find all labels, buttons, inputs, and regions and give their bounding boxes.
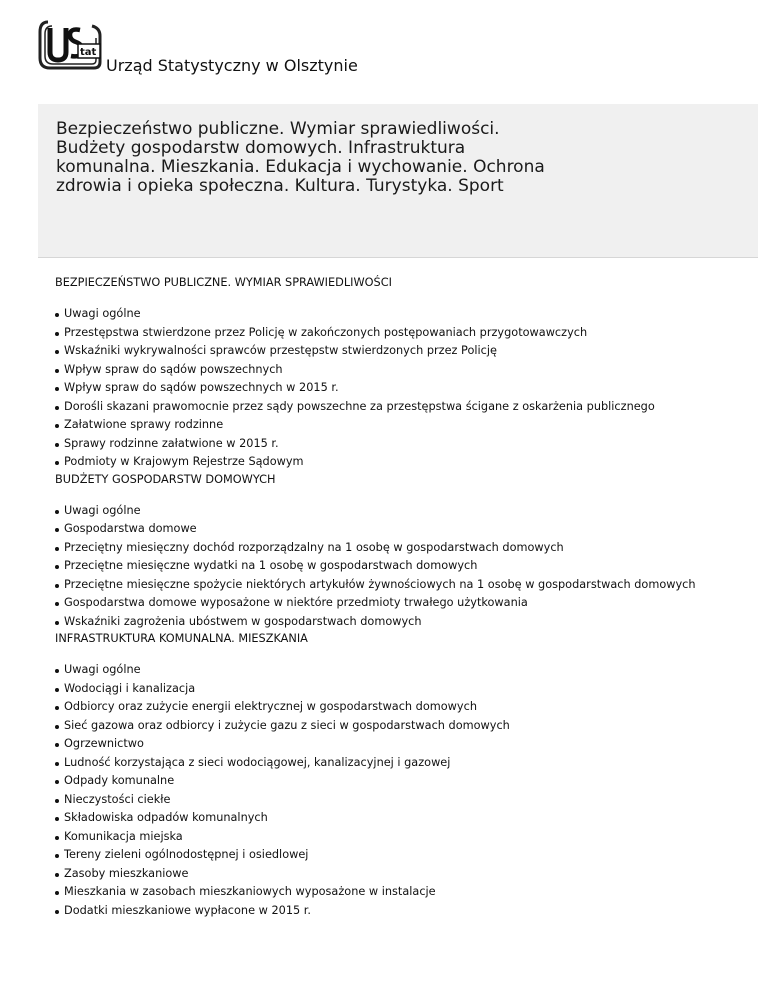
ustat-logo <box>36 18 104 72</box>
list-item[interactable] <box>55 772 755 791</box>
list-item-label: Odbiorcy oraz zużycie energii elektrycznej w gospodarstwach domowych <box>64 700 477 713</box>
list-item-label: Tereny zieleni ogólnodostępnej i osiedlowej <box>64 848 309 861</box>
list-item[interactable] <box>55 717 755 736</box>
list-item[interactable] <box>55 379 755 398</box>
list-item[interactable] <box>55 398 755 417</box>
organization-name: Urząd Statystyczny w Olsztynie <box>106 56 358 75</box>
list-item[interactable] <box>55 594 755 613</box>
list-item[interactable] <box>55 828 755 847</box>
list-item[interactable] <box>55 661 755 680</box>
list-item-label: Przestępstwa stwierdzone przez Policję w zakończonych postępowaniach przygotowawczych <box>64 325 588 339</box>
list-item[interactable] <box>55 846 755 865</box>
bullet-icon <box>55 443 59 447</box>
list-item-label: Wskaźniki wykrywalności sprawców przestępstw stwierdzonych przez Policję <box>64 344 497 357</box>
list-item[interactable] <box>55 539 755 558</box>
list-item-label: Uwagi ogólne <box>64 503 141 517</box>
list-item[interactable] <box>55 809 755 828</box>
list-item-label: Gospodarstwa domowe wyposażone w niektóre przedmioty trwałego użytkowania <box>64 596 528 609</box>
bullet-icon <box>55 424 59 428</box>
list-item[interactable] <box>55 902 755 921</box>
list-item[interactable] <box>55 324 755 343</box>
bullet-icon <box>55 762 59 766</box>
bullet-icon <box>55 706 59 710</box>
bullet-icon <box>55 891 59 895</box>
bullet-icon <box>55 743 59 747</box>
list-item-label: Uwagi ogólne <box>64 663 141 676</box>
bullet-icon <box>55 565 59 569</box>
list-item-label: Załatwione sprawy rodzinne <box>64 418 224 431</box>
list-item[interactable] <box>55 342 755 361</box>
bullet-icon <box>55 369 59 373</box>
bullet-icon <box>55 836 59 840</box>
list-item[interactable] <box>55 791 755 810</box>
list-item-label: Dorośli skazani prawomocnie przez sądy powszechne za przestępstwa ścigane z oskarżenia publicznego <box>64 399 655 413</box>
bullet-icon <box>55 780 59 784</box>
list-item-label: Sieć gazowa oraz odbiorcy i zużycie gazu z sieci w gospodarstwach domowych <box>64 718 510 732</box>
list-item[interactable] <box>55 754 755 773</box>
bullet-icon <box>55 350 59 354</box>
table-of-contents <box>55 275 755 920</box>
list-item[interactable] <box>55 520 755 539</box>
bullet-icon <box>55 313 59 317</box>
title-banner <box>38 104 758 258</box>
list-item[interactable] <box>55 502 755 521</box>
list-item-label: Wodociągi i kanalizacja <box>64 681 196 695</box>
bullet-icon <box>55 799 59 803</box>
list-item[interactable] <box>55 305 755 324</box>
bullet-icon <box>55 528 59 532</box>
bullet-icon <box>55 854 59 858</box>
list-item-label: Odpady komunalne <box>64 774 175 787</box>
list-item-label: Zasoby mieszkaniowe <box>64 866 189 880</box>
list-item[interactable] <box>55 698 755 717</box>
list-item-label: Nieczystości ciekłe <box>64 792 171 806</box>
bullet-icon <box>55 602 59 606</box>
list-item-label: Ogrzewnictwo <box>64 737 144 750</box>
list-item-label: Komunikacja miejska <box>64 829 183 843</box>
section-heading: BEZPIECZEŃSTWO PUBLICZNE. WYMIAR SPRAWIEDLIWOŚCI <box>55 276 392 289</box>
list-item-label: Gospodarstwa domowe <box>64 522 197 535</box>
section-heading: BUDŻETY GOSPODARSTW DOMOWYCH <box>55 472 276 486</box>
list-item[interactable] <box>55 435 755 454</box>
list-item[interactable] <box>55 680 755 699</box>
section-heading: INFRASTRUKTURA KOMUNALNA. MIESZKANIA <box>55 632 308 645</box>
list-item[interactable] <box>55 361 755 380</box>
list-item[interactable] <box>55 453 755 472</box>
section-item-list <box>55 305 755 472</box>
bullet-icon <box>55 461 59 465</box>
bullet-icon <box>55 547 59 551</box>
list-item[interactable] <box>55 416 755 435</box>
bullet-icon <box>55 688 59 692</box>
list-item-label: Uwagi ogólne <box>64 307 141 320</box>
list-item[interactable] <box>55 865 755 884</box>
bullet-icon <box>55 725 59 729</box>
list-item[interactable] <box>55 883 755 902</box>
list-item-label: Wskaźniki zagrożenia ubóstwem w gospodarstwach domowych <box>64 614 422 628</box>
bullet-icon <box>55 621 59 625</box>
bullet-icon <box>55 584 59 588</box>
section-item-list <box>55 661 755 920</box>
list-item-label: Wpływ spraw do sądów powszechnych w 2015 r. <box>64 381 339 394</box>
list-item-label: Przeciętne miesięczne wydatki na 1 osobę w gospodarstwach domowych <box>64 559 478 572</box>
list-item-label: Mieszkania w zasobach mieszkaniowych wyposażone w instalacje <box>64 885 436 898</box>
bullet-icon <box>55 406 59 410</box>
list-item-label: Podmioty w Krajowym Rejestrze Sądowym <box>64 455 304 468</box>
list-item-label: Wpływ spraw do sądów powszechnych <box>64 362 283 376</box>
section-item-list <box>55 502 755 632</box>
list-item-label: Sprawy rodzinne załatwione w 2015 r. <box>64 436 279 450</box>
bullet-icon <box>55 669 59 673</box>
bullet-icon <box>55 387 59 391</box>
list-item-label: Dodatki mieszkaniowe wypłacone w 2015 r. <box>64 903 311 917</box>
list-item[interactable] <box>55 557 755 576</box>
page-title: Bezpieczeństwo publiczne. Wymiar sprawiedliwości. Budżety gospodarstw domowych. Infrastruktura komunalna. Mieszkania. Edukacja i wychowanie. Ochrona zdrowia i opieka społeczna. Kultura. Turystyka. Sport <box>56 119 545 196</box>
list-item[interactable] <box>55 735 755 754</box>
list-item-label: Ludność korzystająca z sieci wodociągowej, kanalizacyjnej i gazowej <box>64 755 451 769</box>
logo-text-tat: tat <box>80 47 97 58</box>
bullet-icon <box>55 817 59 821</box>
list-item[interactable] <box>55 613 755 632</box>
page-header <box>36 18 736 78</box>
bullet-icon <box>55 510 59 514</box>
bullet-icon <box>55 332 59 336</box>
bullet-icon <box>55 873 59 877</box>
list-item-label: Składowiska odpadów komunalnych <box>64 811 268 824</box>
list-item-label: Przeciętne miesięczne spożycie niektórych artykułów żywnościowych na 1 osobę w gospodarstwach domowych <box>64 577 696 591</box>
list-item-label: Przeciętny miesięczny dochód rozporządzalny na 1 osobę w gospodarstwach domowych <box>64 540 564 554</box>
bullet-icon <box>55 910 59 914</box>
list-item[interactable] <box>55 576 755 595</box>
